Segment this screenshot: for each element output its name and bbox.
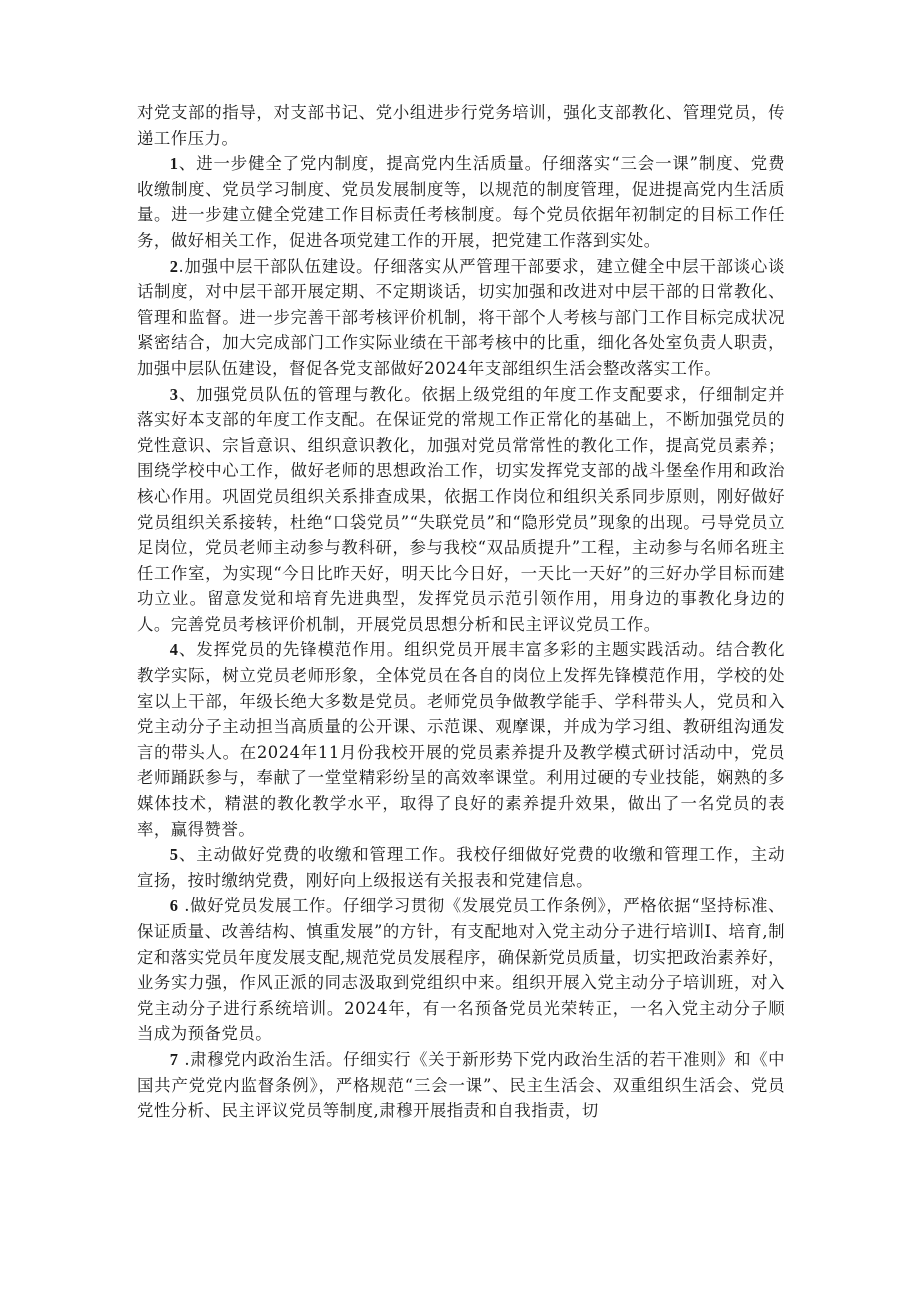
paragraph-text: .做好党员发展工作。仔细学习贯彻《发展党员工作条例》，严格依据“坚持标准、保证质量、改善结构、慎重发展”的方针，有支配地对入党主动分子进行培训I、培育,制定和落实党员年度发展支配,规范党员发展程序，确保新党员质量，切实把政治素养好，业务实力强，作风正派的同志汲取到党组织中来。组织开展入党主动分子培训班，对入党主动分子进行系统培训。2024年，有一名预备党员光荣转正，一名入党主动分子顺当成为预备党员。: [137, 896, 785, 1044]
paragraph-item-5: [137, 842, 785, 893]
paragraph-text: 、发挥党员的先锋模范作用。组织党员开展丰富多彩的主题实践活动。结合教化教学实际，树立党员老师形象，全体党员在各自的岗位上发挥先锋模范作用，学校的处室以上干部，年级长绝大多数是党员。老师党员争做教学能手、学科带头人，党员和入党主动分子主动担当高质量的公开课、示范课、观摩课，并成为学习组、教研组沟通发言的带头人。在2024年11月份我校开展的党员素养提升及教学模式研讨活动中，党员老师踊跃参与，奉献了一堂堂精彩纷呈的高效率课堂。利用过硬的专业技能，娴熟的多媒体技术，精湛的教化教学水平，取得了良好的素养提升效果，做出了一名党员的表率，赢得赞誉。: [137, 640, 785, 839]
document-page: [137, 100, 785, 1124]
paragraph-item-1: [137, 151, 785, 253]
paragraph-continuation: [137, 100, 785, 151]
item-number: 2: [169, 256, 179, 276]
paragraph-text: 、主动做好党费的收缴和管理工作。我校仔细做好党费的收缴和管理工作，主动宣扬，按时缴纳党费，刚好向上级报送有关报表和党建信息。: [137, 845, 785, 890]
paragraph-item-3: [137, 382, 785, 638]
item-number: 3: [169, 384, 179, 404]
item-number: 6: [169, 896, 179, 916]
paragraph-item-7: [137, 1047, 785, 1124]
paragraph-text: 对党支部的指导，对支部书记、党小组进步行党务培训，强化支部教化、管理党员，传递工作压力。: [137, 103, 785, 148]
item-number: 4: [169, 640, 179, 660]
paragraph-item-4: [137, 637, 785, 842]
paragraph-text: .肃穆党内政治生活。仔细实行《关于新形势下党内政治生活的若干准则》和《中国共产党党内监督条例》，严格规范“三会一课”、民主生活会、双重组织生活会、党员党性分析、民主评议党员等制度,肃穆开展指责和自我指责，切: [137, 1049, 785, 1121]
item-number: 1: [169, 154, 179, 174]
item-number: 5: [169, 845, 179, 865]
paragraph-text: .加强中层干部队伍建设。仔细落实从严管理干部要求，建立健全中层干部谈心谈话制度，对中层干部开展定期、不定期谈话，切实加强和改进对中层干部的日常教化、管理和监督。进一步完善干部考核评价机制，将干部个人考核与部门工作目标完成状况紧密结合，加大完成部门工作实际业绩在干部考核中的比重，细化各处室负责人职责，加强中层队伍建设，督促各党支部做好2024年支部组织生活会整改落实工作。: [137, 256, 785, 378]
paragraph-text: 、加强党员队伍的管理与教化。依据上级党组的年度工作支配要求，仔细制定并落实好本支部的年度工作支配。在保证党的常规工作正常化的基础上，不断加强党员的党性意识、宗旨意识、组织意识教化，加强对党员常常性的教化工作，提高党员素养；围绕学校中心工作，做好老师的思想政治工作，切实发挥党支部的战斗堡垒作用和政治核心作用。巩固党员组织关系排查成果，依据工作岗位和组织关系同步原则，刚好做好党员组织关系接转，杜绝“口袋党员”“失联党员”和“隐形党员”现象的出现。弓导党员立足岗位，党员老师主动参与教科研，参与我校“双品质提升”工程，主动参与名师名班主任工作室，为实现“今日比昨天好，明天比今日好，一天比一天好”的三好办学目标而建功立业。留意发觉和培育先进典型，发挥党员示范引领作用，用身边的事教化身边的人。完善党员考核评价机制，开展党员思想分析和民主评议党员工作。: [137, 384, 785, 634]
paragraph-item-6: [137, 893, 785, 1047]
paragraph-text: 、进一步健全了党内制度，提高党内生活质量。仔细落实“三会一课”制度、党费收缴制度、党员学习制度、党员发展制度等，以规范的制度管理，促进提高党内生活质量。进一步建立健全党建工作目标责任考核制度。每个党员依据年初制定的目标工作任务，做好相关工作，促进各项党建工作的开展，把党建工作落到实处。: [137, 154, 785, 250]
paragraph-item-2: [137, 254, 785, 382]
item-number: 7: [169, 1049, 179, 1069]
